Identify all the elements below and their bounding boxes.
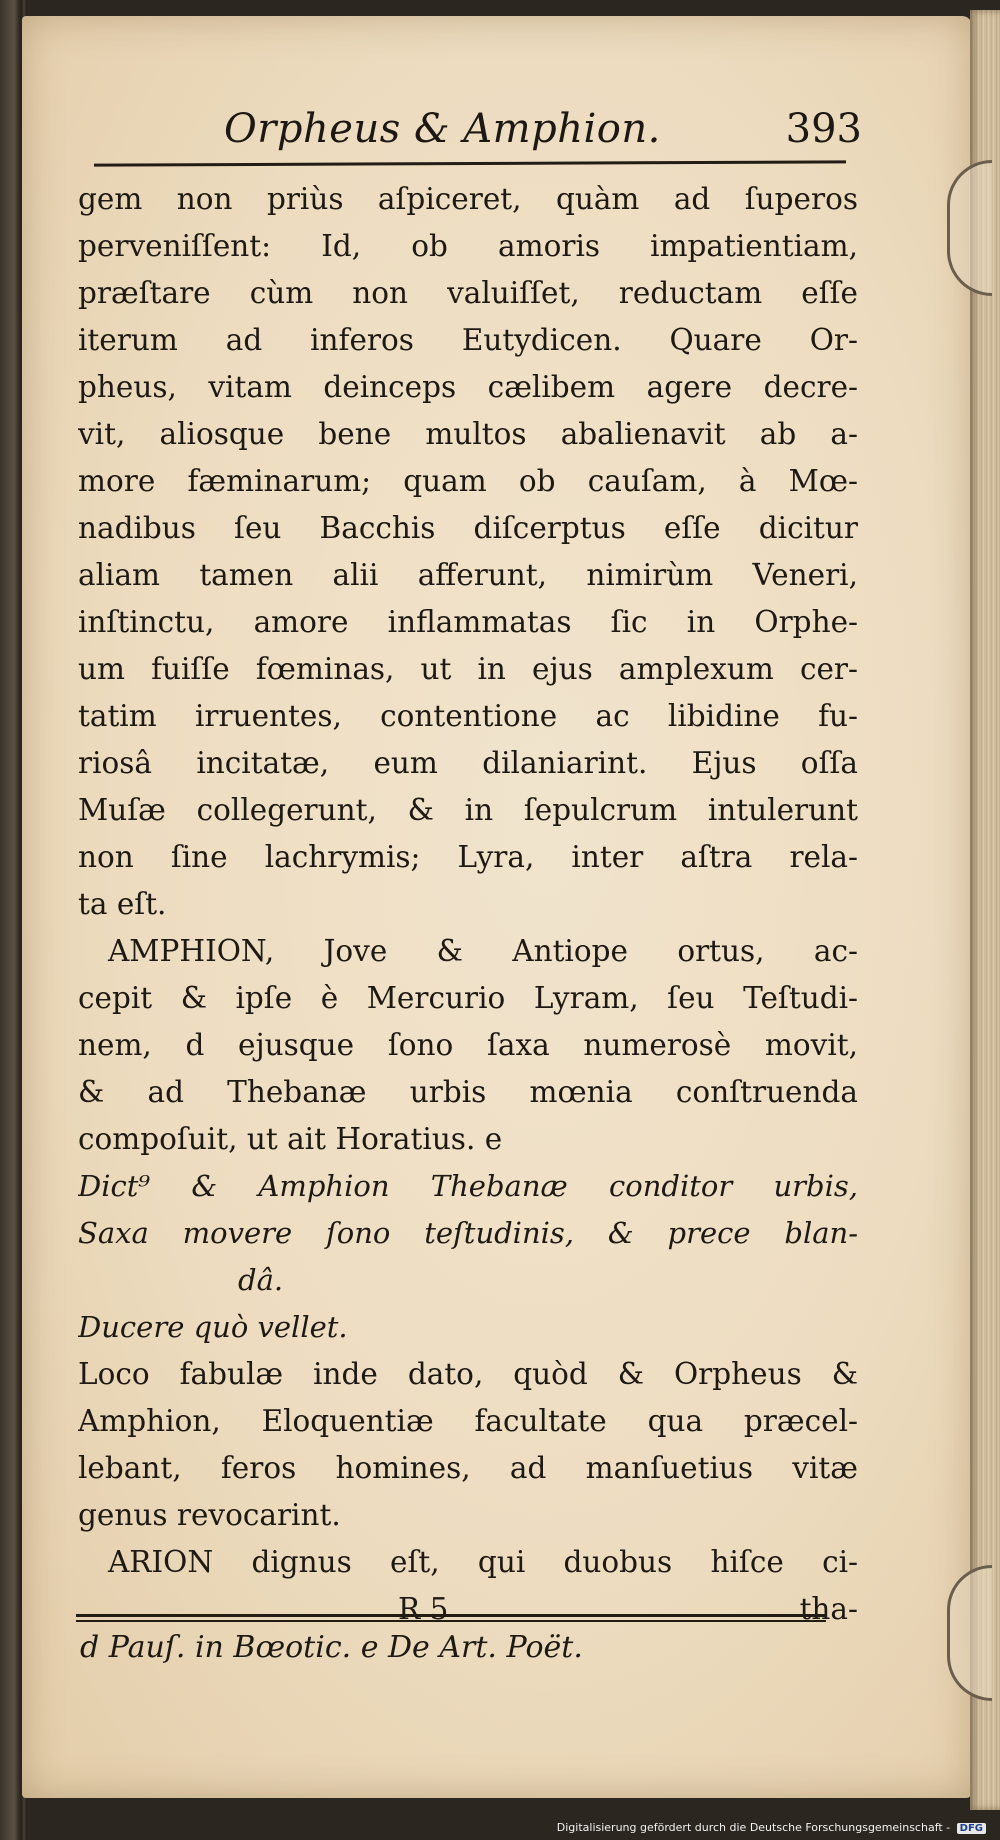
text-line: perveniſſent: Id, ob amoris impatientiam, xyxy=(78,229,858,263)
running-title: Orpheus & Amphion. xyxy=(224,106,661,152)
page-fore-edge xyxy=(970,10,1000,1810)
text-line: Loco fabulæ inde dato, quòd & Orpheus & xyxy=(78,1357,858,1391)
text-line: gem non priùs aſpiceret, quàm ad ſuperos xyxy=(78,182,858,216)
text-line: præſtare cùm non valuiſſet, reductam eſſe xyxy=(78,276,858,310)
catchword: tha- xyxy=(799,1592,858,1626)
text-line: AMPHION, Jove & Antiope ortus, ac- xyxy=(108,934,858,968)
signature-mark: R 5 xyxy=(398,1592,449,1626)
text-line: um fuiſſe fœminas, ut in ejus amplexum cer- xyxy=(78,652,858,686)
text-line: compoſuit, ut ait Horatius. e xyxy=(78,1122,503,1156)
running-header xyxy=(92,104,862,164)
credit-text: Digitalisierung gefördert durch die Deutsche Forschungsgemeinschaft - xyxy=(556,1821,951,1834)
text-line: & ad Thebanæ urbis mœnia conſtruenda xyxy=(78,1075,858,1109)
page-number: 393 xyxy=(785,106,862,152)
page-tab-decoration xyxy=(947,160,992,296)
text-line: more fæminarum; quam ob cauſam, à Mœ- xyxy=(78,464,858,498)
text-line: vit, aliosque bene multos abalienavit ab a- xyxy=(78,417,858,451)
text-line: iterum ad inferos Eutydicen. Quare Or- xyxy=(78,323,858,357)
footnote: d Pauſ. in Bœotic. e De Art. Poët. xyxy=(80,1630,583,1665)
text-line: inſtinctu, amore inflammatas ſic in Orphe- xyxy=(78,605,858,639)
text-line: pheus, vitam deinceps cælibem agere decre- xyxy=(78,370,858,404)
footnote-rule xyxy=(76,1614,826,1622)
text-line: aliam tamen alii afferunt, nimirùm Veneri, xyxy=(78,558,858,592)
dfg-logo: DFG xyxy=(957,1823,986,1834)
text-line: ta eſt. xyxy=(78,887,167,921)
text-line: nem, d ejusque ſono ſaxa numerosè movit, xyxy=(78,1028,858,1062)
signature-line xyxy=(78,1586,858,1633)
text-line: nadibus ſeu Bacchis diſcerptus eſſe dicitur xyxy=(78,511,858,545)
digitization-credit xyxy=(557,1821,986,1834)
text-line: genus revocarint. xyxy=(78,1498,341,1532)
body-text xyxy=(78,176,858,1633)
text-line: lebant, feros homines, ad manſuetius vitæ xyxy=(78,1451,858,1485)
verse-line: Ducere quò vellet. xyxy=(78,1310,348,1344)
verse-line: Saxa movere ſono teſtudinis, & prece blan- xyxy=(78,1216,858,1250)
text-line: Amphion, Eloquentiæ facultate qua præcel- xyxy=(78,1404,858,1438)
verse-line: Dict⁹ & Amphion Thebanæ conditor urbis, xyxy=(78,1169,858,1203)
text-line: cepit & ipſe è Mercurio Lyram, ſeu Teſtudi- xyxy=(78,981,858,1015)
page-tab-decoration xyxy=(947,1565,992,1701)
verse-line: dâ. xyxy=(238,1263,284,1297)
text-line: non ſine lachrymis; Lyra, inter aſtra rela- xyxy=(78,840,858,874)
text-line: riosâ incitatæ, eum dilaniarint. Ejus oſſa xyxy=(78,746,858,780)
paper-page xyxy=(22,16,972,1798)
text-line: Muſæ collegerunt, & in ſepulcrum intulerunt xyxy=(78,793,858,827)
text-line: tatim irruentes, contentione ac libidine fu- xyxy=(78,699,858,733)
text-line: ARION dignus eſt, qui duobus hiſce ci- xyxy=(108,1545,858,1579)
